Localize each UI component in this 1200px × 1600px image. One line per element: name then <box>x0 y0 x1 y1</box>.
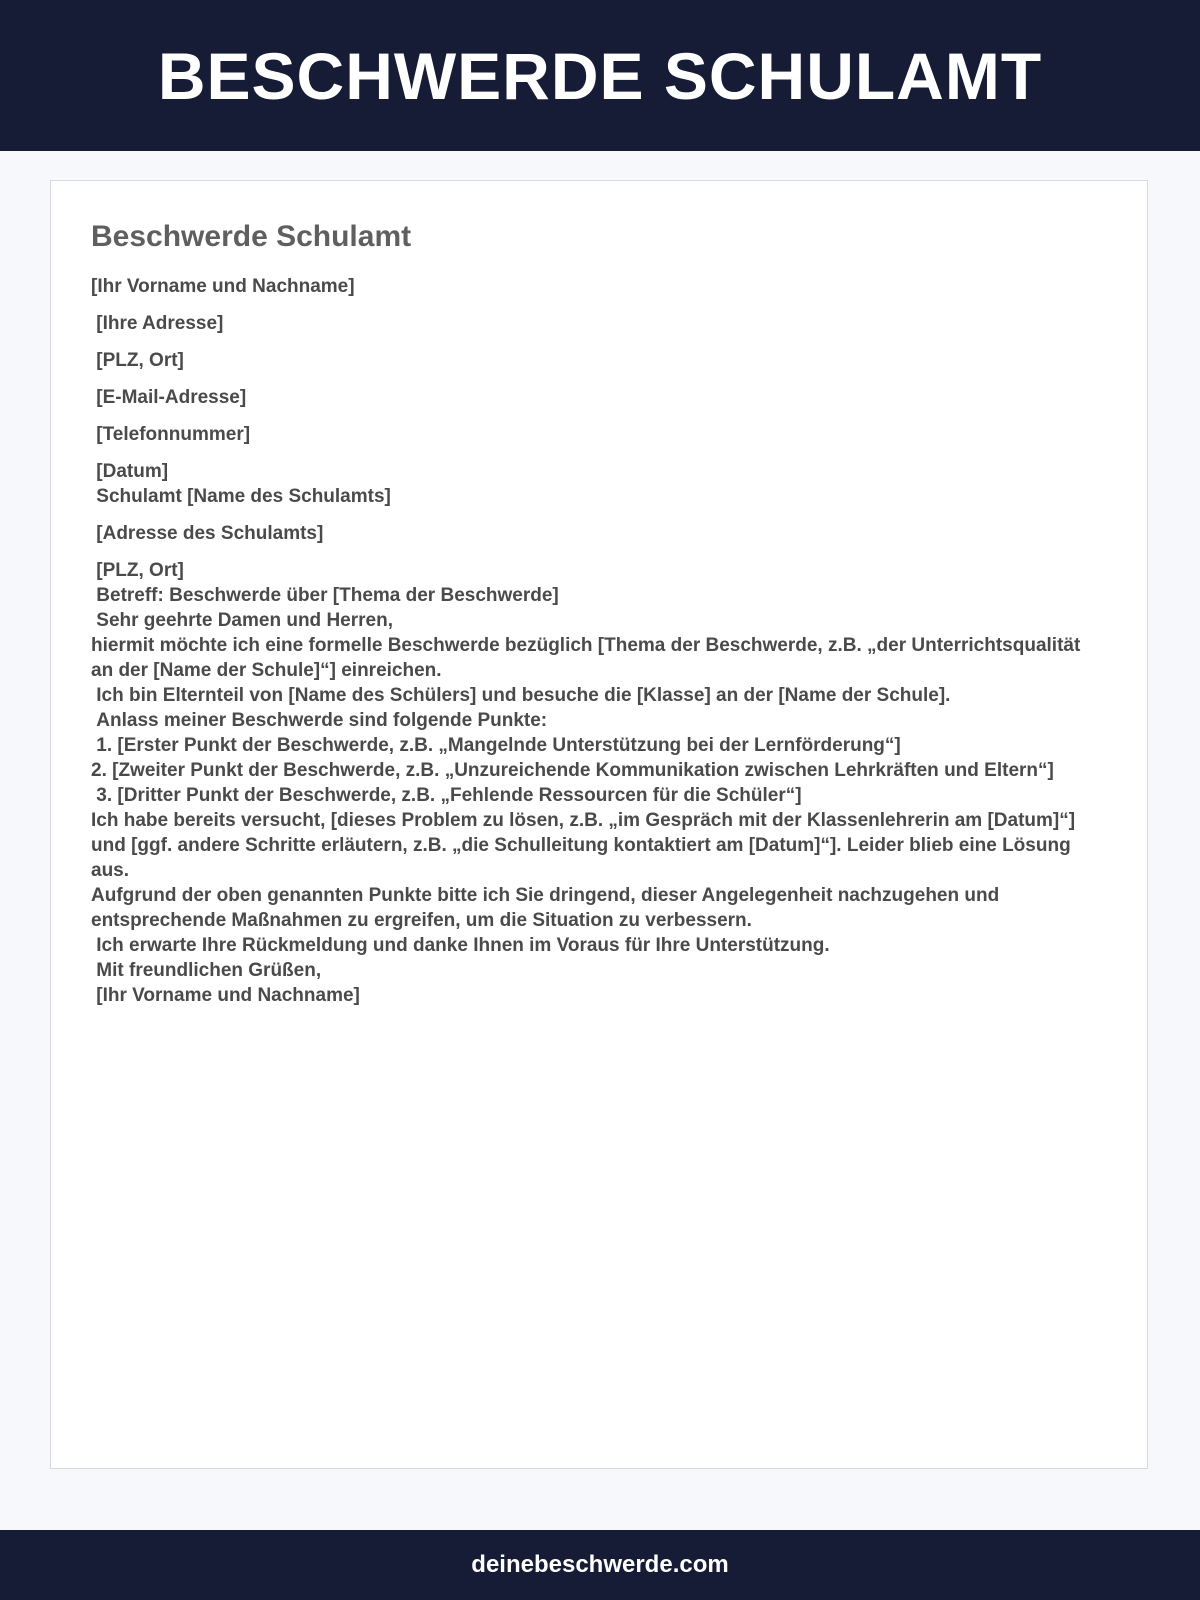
paragraph-thanks: Ich erwarte Ihre Rückmeldung und danke Ihnen im Voraus für Ihre Unterstützung. <box>91 935 830 956</box>
complaint-point-1: 1. [Erster Punkt der Beschwerde, z.B. „Mangelnde Unterstützung bei der Lernförderung“] <box>91 735 901 756</box>
letter-title: Beschwerde Schulamt <box>91 220 412 253</box>
paragraph-parent: Ich bin Elternteil von [Name des Schülers] und besuche die [Klasse] an der [Name der Schule]. <box>91 685 951 706</box>
footer-site-link[interactable]: deinebeschwerde.com <box>471 1551 729 1578</box>
letter-subject: Betreff: Beschwerde über [Thema der Beschwerde] <box>91 585 559 606</box>
letter-closing: Mit freundlichen Grüßen, <box>91 960 322 981</box>
page-footer <box>0 1530 1200 1600</box>
complaint-point-2: 2. [Zweiter Punkt der Beschwerde, z.B. „Unzureichende Kommunikation zwischen Lehrkräften und Eltern“] <box>91 760 1054 781</box>
letter-card <box>50 180 1148 1469</box>
sender-address: [Ihre Adresse] <box>91 313 224 334</box>
sender-name: [Ihr Vorname und Nachname] <box>91 276 355 297</box>
recipient-plz-ort: [PLZ, Ort] <box>91 560 184 581</box>
paragraph-request: Aufgrund der oben genannten Punkte bitte ich Sie dringend, dieser Angelegenheit nachzugehen und entsprechende Maßnahmen zu ergreifen, um die Situation zu verbessern. <box>91 885 1005 931</box>
letter-body <box>91 218 1101 1008</box>
letter-date: [Datum] <box>91 461 169 482</box>
page-header <box>0 0 1200 151</box>
sender-phone: [Telefonnummer] <box>91 424 251 445</box>
paragraph-reason: Anlass meiner Beschwerde sind folgende Punkte: <box>91 710 548 731</box>
recipient-name: Schulamt [Name des Schulamts] <box>91 486 391 507</box>
complaint-point-3: 3. [Dritter Punkt der Beschwerde, z.B. „Fehlende Ressourcen für die Schüler“] <box>91 785 802 806</box>
paragraph-attempts: Ich habe bereits versucht, [dieses Problem zu lösen, z.B. „im Gespräch mit der Klassenlehrerin am [Datum]“] und [ggf. andere Schritte erläutern, z.B. „die Schulleitung kontaktiert am [Datum]“]. Leider blieb eine Lösung aus. <box>91 810 1081 881</box>
recipient-address: [Adresse des Schulamts] <box>91 523 324 544</box>
letter-salutation: Sehr geehrte Damen und Herren, <box>91 610 393 631</box>
paragraph-intro: hiermit möchte ich eine formelle Beschwerde bezüglich [Thema der Beschwerde, z.B. „der Unterrichtsqualität an der [Name der Schule]“] einreichen. <box>91 635 1086 681</box>
page-title: BESCHWERDE SCHULAMT <box>157 38 1043 113</box>
sender-plz-ort: [PLZ, Ort] <box>91 350 184 371</box>
sender-email: [E-Mail-Adresse] <box>91 387 247 408</box>
letter-signature: [Ihr Vorname und Nachname] <box>91 985 360 1006</box>
